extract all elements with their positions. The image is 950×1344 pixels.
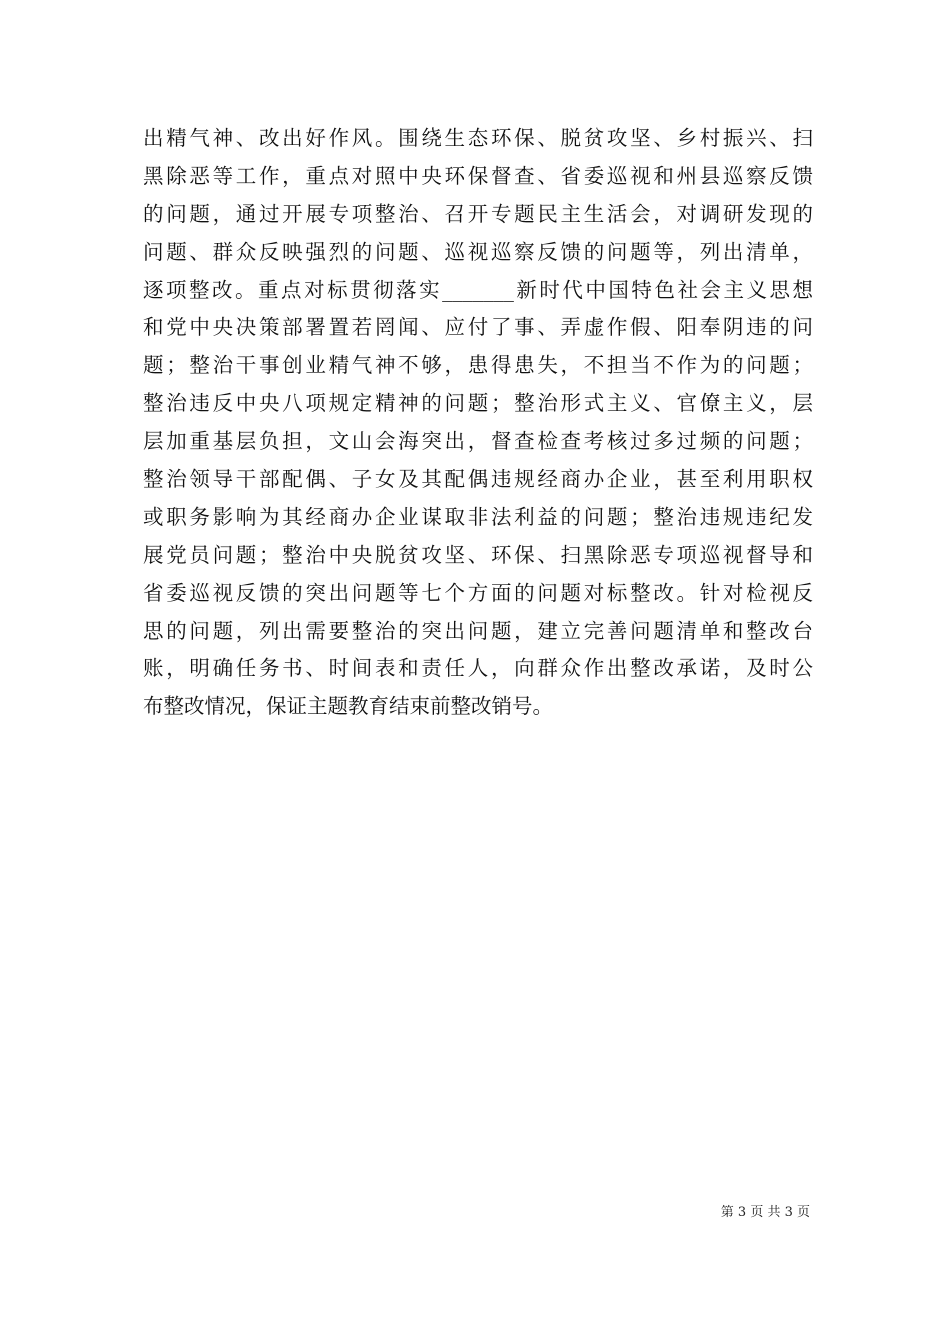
paragraph-line-8: 整治违反中央八项规定精神的问题；整治形式主义、官僚主义，层 <box>143 391 813 416</box>
paragraph-line-4: 问题、群众反映强烈的问题、巡视巡察反馈的问题等，列出清单， <box>143 239 813 264</box>
paragraph-line-14: 思的问题，列出需要整治的突出问题，建立完善问题清单和整改台 <box>143 618 813 643</box>
paragraph-line-7: 题；整治干事创业精气神不够，患得患失，不担当不作为的问题； <box>143 353 813 378</box>
paragraph-line-6: 和党中央决策部署置若罔闻、应付了事、弄虚作假、阳奉阴违的问 <box>143 315 813 340</box>
paragraph-line-9: 层加重基层负担，文山会海突出，督查检查考核过多过频的问题； <box>143 429 813 454</box>
paragraph-line-2: 黑除恶等工作，重点对照中央环保督查、省委巡视和州县巡察反馈 <box>143 163 813 188</box>
page-number-footer: 第 3 页 共 3 页 <box>720 1205 810 1220</box>
paragraph-line-3: 的问题，通过开展专项整治、召开专题民主生活会，对调研发现的 <box>143 201 813 226</box>
body-paragraph <box>143 120 813 726</box>
paragraph-line-1: 出精气神、改出好作风。围绕生态环保、脱贫攻坚、乡村振兴、扫 <box>143 126 813 150</box>
paragraph-line-13: 省委巡视反馈的突出问题等七个方面的问题对标整改。针对检视反 <box>143 580 813 605</box>
paragraph-line-15: 账，明确任务书、时间表和责任人，向群众作出整改承诺，及时公 <box>143 656 813 681</box>
paragraph-line-12: 展党员问题；整治中央脱贫攻坚、环保、扫黑除恶专项巡视督导和 <box>143 542 813 567</box>
paragraph-line-5: 逐项整改。重点对标贯彻落实_______新时代中国特色社会主义思想 <box>143 277 813 302</box>
paragraph-line-16: 布整改情况，保证主题教育结束前整改销号。 <box>143 694 553 719</box>
paragraph-line-10: 整治领导干部配偶、子女及其配偶违规经商办企业，甚至利用职权 <box>143 467 813 492</box>
paragraph-line-11: 或职务影响为其经商办企业谋取非法利益的问题；整治违规违纪发 <box>143 504 813 529</box>
